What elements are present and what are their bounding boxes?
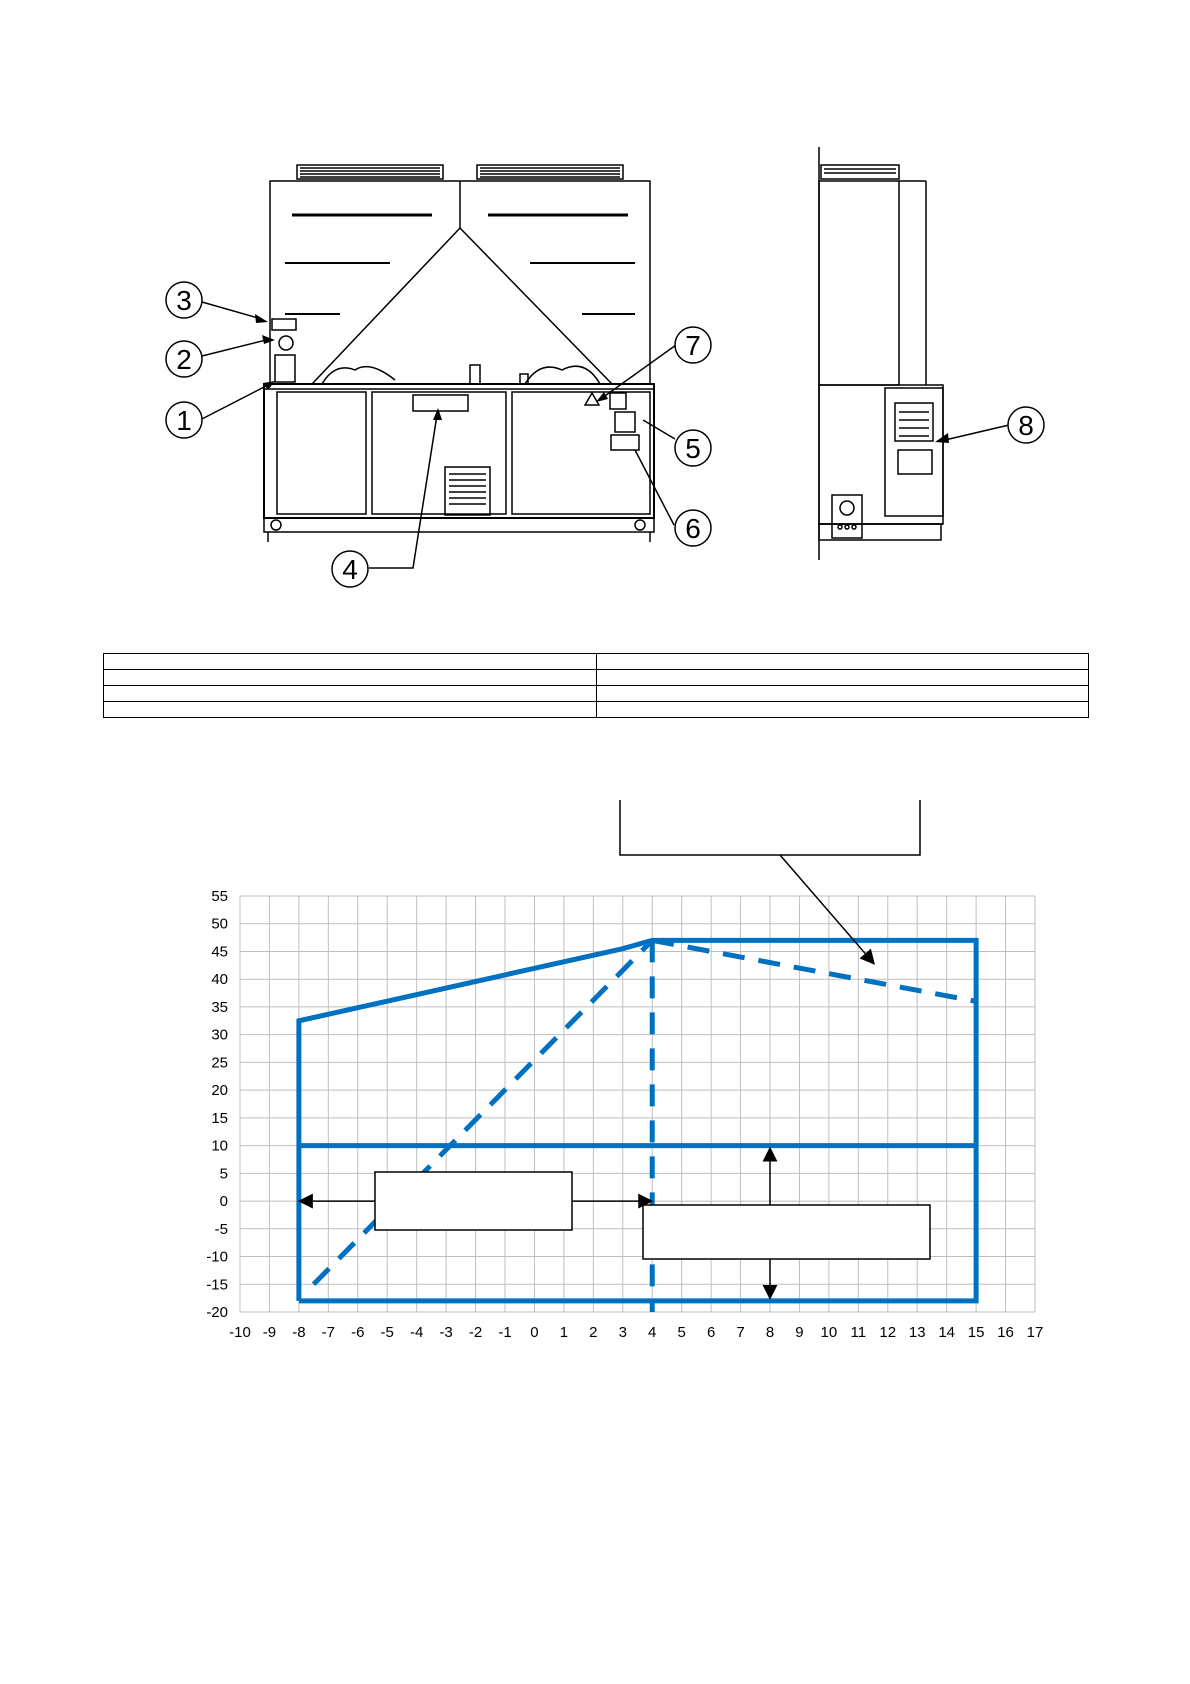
label-circle-2 [279,336,293,350]
x-tick-label: -8 [292,1324,306,1341]
unit-drawing [0,0,1190,640]
label-plate-6 [611,435,639,450]
svg-text:3: 3 [176,285,192,316]
y-tick-label: -10 [206,1248,228,1266]
callout-3 [166,282,202,318]
x-tick-label: 12 [879,1324,897,1341]
lower-cabinet [264,384,654,542]
y-tick-label: 40 [211,971,228,989]
y-tick-label: -5 [214,1220,228,1238]
warning-triangle-icon [585,393,599,405]
x-tick-label: 16 [997,1324,1014,1341]
x-tick-label: -1 [498,1324,512,1341]
y-tick-label: 25 [211,1054,228,1072]
callout-1 [166,402,202,438]
table-row [104,670,1089,686]
x-tick-label: 13 [908,1324,926,1341]
callout-7 [675,327,711,363]
y-tick-label: 45 [211,943,228,961]
y-tick-label: -20 [206,1304,228,1321]
table-cell [104,702,597,718]
x-tick-label: 3 [618,1324,627,1341]
svg-text:1: 1 [176,405,192,436]
callout-6 [675,510,711,546]
svg-text:7: 7 [685,330,701,361]
x-tick-label: -9 [262,1324,277,1341]
fan-grille-left [297,165,443,179]
x-tick-label: 4 [648,1324,657,1341]
y-tick-label: 15 [211,1109,228,1127]
x-tick-label: -7 [321,1324,336,1341]
callout-4 [332,551,368,587]
chart-tick-labels [206,888,1043,1341]
label-table [103,653,1089,718]
fan-grille-right [477,165,623,179]
x-tick-label: 2 [589,1324,598,1341]
callout-2 [166,341,202,377]
series-line-3 [314,940,653,1284]
x-tick-label: -5 [380,1324,394,1341]
x-tick-label: -3 [439,1324,453,1341]
label-plate-3 [272,319,296,330]
table-cell [596,670,1089,686]
x-tick-label: 17 [1026,1324,1044,1341]
x-tick-label: 10 [820,1324,838,1341]
x-tick-label: 1 [559,1324,569,1341]
table-cell [104,670,597,686]
x-tick-label: 6 [706,1324,716,1341]
y-tick-label: -15 [206,1276,228,1294]
main-switch [610,393,626,409]
svg-text:4: 4 [342,554,358,585]
x-tick-label: -2 [468,1324,483,1341]
annotation-box-2 [375,1172,572,1230]
y-tick-label: 55 [211,888,228,905]
x-tick-label: -10 [229,1324,251,1341]
x-tick-label: 9 [795,1324,804,1341]
x-tick-label: -4 [409,1324,424,1341]
chart-annotations [301,800,930,1297]
x-tick-label: -6 [351,1324,365,1341]
label-plate-4 [413,395,468,411]
table-cell [596,686,1089,702]
annotation-box-3 [643,1205,930,1259]
operating-envelope-chart [0,800,1190,1360]
coil-section [270,181,650,384]
x-tick-label: 5 [677,1324,686,1341]
annotation-box-1 [620,800,920,855]
y-tick-label: 35 [211,998,228,1016]
x-tick-label: 0 [530,1324,539,1341]
table-cell [104,654,597,670]
y-tick-label: 30 [211,1026,228,1044]
table-cell [104,686,597,702]
annotation-arrow-1 [780,855,873,963]
y-tick-label: 50 [211,915,228,933]
y-tick-label: 10 [211,1137,228,1155]
table-row [104,654,1089,670]
callout-8 [1008,407,1044,443]
y-tick-label: 5 [219,1165,228,1183]
label-plate-1 [275,355,295,382]
svg-text:5: 5 [685,433,701,464]
x-tick-label: 15 [967,1324,985,1341]
callout-5 [675,430,711,466]
svg-text:6: 6 [685,513,701,544]
svg-text:8: 8 [1018,410,1034,441]
y-tick-label: 0 [219,1193,228,1211]
table-cell [596,654,1089,670]
y-tick-label: 20 [211,1082,228,1100]
side-view [819,147,943,560]
x-tick-label: 11 [850,1324,867,1341]
table-row [104,702,1089,718]
x-tick-label: 7 [736,1324,745,1341]
series-line-5 [652,940,976,1001]
label-plate-5 [615,412,635,432]
x-tick-label: 8 [765,1324,775,1341]
x-tick-label: 14 [938,1324,956,1341]
svg-text:2: 2 [176,344,192,375]
table-row [104,686,1089,702]
table-cell [596,702,1089,718]
